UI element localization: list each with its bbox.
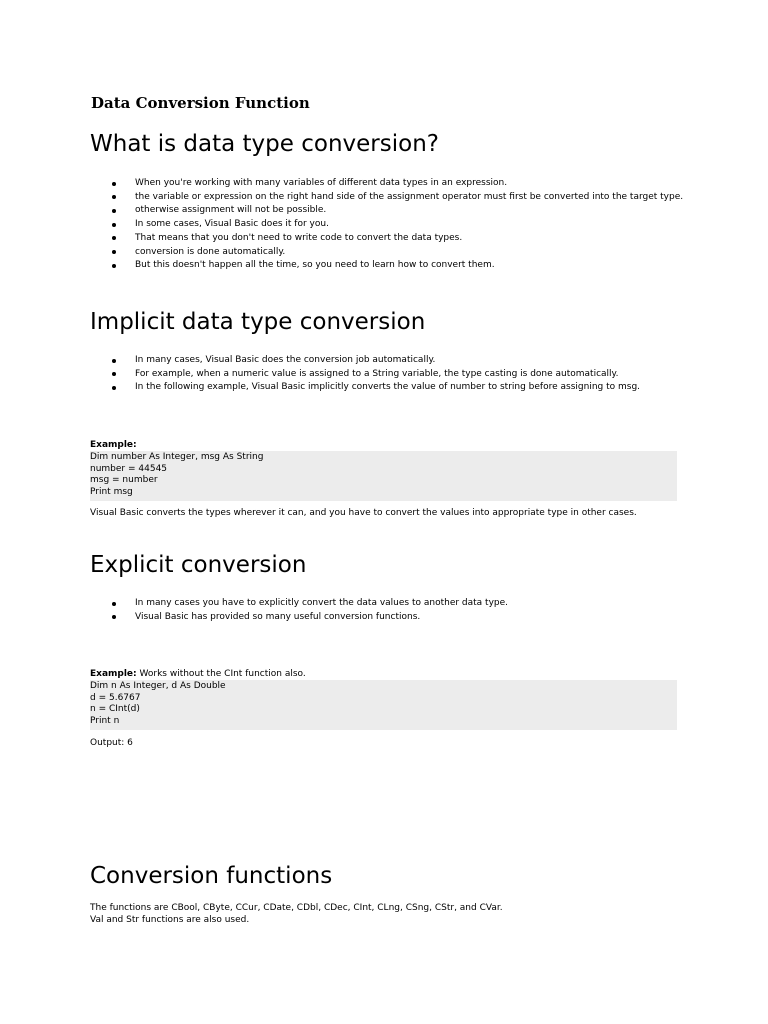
functions-line: The functions are CBool, CByte, CCur, CDate, CDbl, CDec, CInt, CLng, CSng, CStr, and CVar. — [90, 903, 503, 913]
list-item: In some cases, Visual Basic does it for you. — [90, 218, 683, 232]
list-item: In many cases, Visual Basic does the conversion job automatically. — [90, 354, 640, 368]
document-title: Data Conversion Function — [91, 94, 310, 112]
list-item: When you're working with many variables of different data types in an expression. — [90, 177, 683, 191]
bullet-list-what-is-conversion — [90, 177, 683, 273]
bullet-list-explicit-conversion — [90, 597, 508, 624]
example-note: Works without the CInt function also. — [136, 669, 306, 679]
code-line: n = CInt(d) — [90, 704, 140, 715]
code-line: Dim number As Integer, msg As String — [90, 452, 264, 462]
list-item: That means that you don't need to write code to convert the data types. — [90, 232, 683, 246]
code-line: number = 44545 — [90, 463, 168, 474]
code-block-explicit — [90, 680, 677, 730]
list-item: But this doesn't happen all the time, so you need to learn how to convert them. — [90, 259, 683, 273]
heading-explicit-conversion: Explicit conversion — [90, 552, 307, 578]
example-label-text: Example: — [90, 440, 137, 450]
code-line: Print msg — [90, 486, 133, 497]
list-item: In many cases you have to explicitly convert the data values to another data type. — [90, 597, 508, 611]
list-item: Visual Basic has provided so many useful conversion functions. — [90, 611, 508, 625]
list-item: conversion is done automatically. — [90, 246, 683, 260]
example-label-implicit — [90, 440, 137, 452]
functions-text — [90, 903, 503, 926]
code-line: msg = number — [90, 475, 158, 486]
code-line: Dim n As Integer, d As Double — [90, 681, 226, 691]
output-text: Output: 6 — [90, 738, 133, 748]
list-item: For example, when a numeric value is assigned to a String variable, the type casting is done automatically. — [90, 368, 640, 382]
code-block-implicit — [90, 451, 677, 501]
list-item: the variable or expression on the right hand side of the assignment operator must first be converted into the target type. — [90, 191, 683, 205]
code-line: Print n — [90, 715, 120, 726]
heading-implicit-conversion: Implicit data type conversion — [90, 309, 426, 335]
list-item: In the following example, Visual Basic implicitly converts the value of number to string before assigning to msg. — [90, 381, 640, 395]
heading-conversion-functions: Conversion functions — [90, 863, 333, 889]
bullet-list-implicit-conversion — [90, 354, 640, 395]
example-label-text: Example: — [90, 669, 137, 679]
list-item: otherwise assignment will not be possible. — [90, 204, 683, 218]
implicit-summary-text: Visual Basic converts the types wherever it can, and you have to convert the values into appropriate type in other cases. — [90, 508, 637, 518]
heading-what-is-conversion: What is data type conversion? — [90, 131, 439, 157]
code-line: d = 5.6767 — [90, 692, 141, 703]
example-label-explicit — [90, 669, 306, 681]
functions-line: Val and Str functions are also used. — [90, 914, 250, 925]
